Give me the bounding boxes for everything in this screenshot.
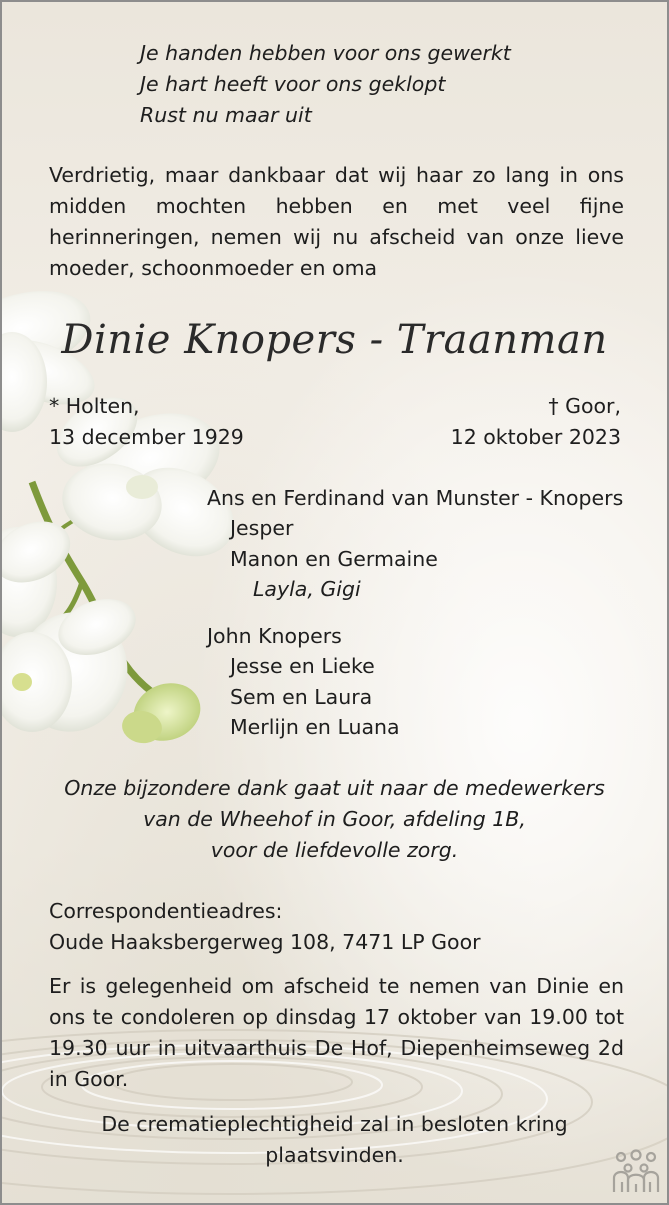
- family-head: John Knopers: [207, 624, 342, 648]
- correspondence-address: Oude Haaksbergerweg 108, 7471 LP Goor: [49, 930, 481, 954]
- poem-line: Je hart heeft voor ons geklopt: [140, 72, 446, 96]
- family-child: Jesse en Lieke: [230, 654, 375, 678]
- birth-date: 13 december 1929: [49, 425, 244, 449]
- death-date: 12 oktober 2023: [450, 425, 621, 449]
- cremation-line: De crematieplechtigheid zal in besloten kring: [101, 1112, 568, 1136]
- poem-line: Je handen hebben voor ons gewerkt: [140, 41, 511, 65]
- family-child: Manon en Germaine: [230, 547, 438, 571]
- family-head: Ans en Ferdinand van Munster - Knopers: [207, 486, 624, 510]
- visitation-paragraph: [49, 971, 624, 1095]
- cremation-line: plaatsvinden.: [265, 1143, 404, 1167]
- poem-line: Rust nu maar uit: [140, 103, 312, 127]
- intro-line: herinneringen, nemen wij nu afscheid van onze lieve: [49, 225, 624, 249]
- visitation-line: in Goor.: [49, 1067, 129, 1091]
- correspondence-label: Correspondentieadres:: [49, 899, 283, 923]
- thanks-line: Onze bijzondere dank gaat uit naar de medewerkers: [64, 776, 605, 800]
- family-grandchildren: Layla, Gigi: [253, 577, 361, 601]
- deceased-name: Dinie Knopers - Traanman: [61, 317, 608, 363]
- family-child: Merlijn en Luana: [230, 715, 400, 739]
- family-child: Sem en Laura: [230, 685, 373, 709]
- family-child: Jesper: [230, 516, 294, 540]
- family-logo-icon: [611, 1148, 661, 1194]
- poem: [140, 38, 511, 131]
- visitation-line: ons te condoleren op dinsdag 17 oktober van 19.00 tot: [49, 1005, 624, 1029]
- visitation-line: Er is gelegenheid om afscheid te nemen van Dinie en: [49, 974, 624, 998]
- thanks-line: van de Wheehof in Goor, afdeling 1B,: [143, 807, 526, 831]
- intro-line: moeder, schoonmoeder en oma: [49, 256, 378, 280]
- thanks-line: voor de liefdevolle zorg.: [210, 838, 459, 862]
- intro-line: midden mochten hebben en met veel fijne: [49, 194, 624, 218]
- birth-place: * Holten,: [49, 394, 140, 418]
- death-place: † Goor,: [548, 394, 621, 418]
- intro-line: Verdrietig, maar dankbaar dat wij haar zo lang in ons: [49, 163, 624, 187]
- intro-paragraph: [49, 160, 624, 284]
- visitation-line: 19.30 uur in uitvaarthuis De Hof, Diepenheimseweg 2d: [49, 1036, 624, 1060]
